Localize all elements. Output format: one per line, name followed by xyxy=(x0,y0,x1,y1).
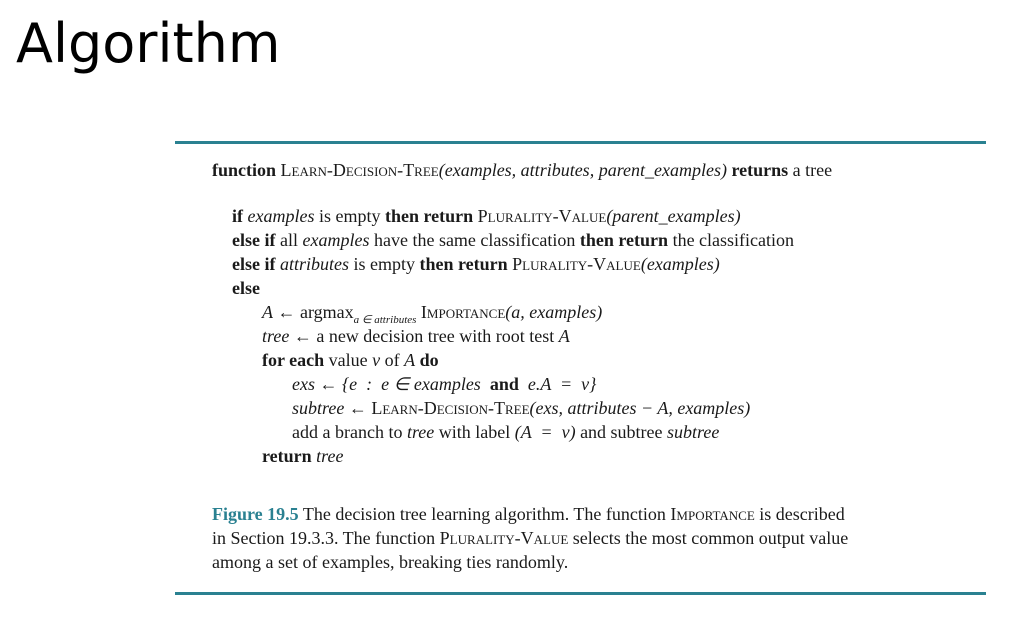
var-A: A xyxy=(404,350,416,370)
keyword-else: else xyxy=(232,278,260,298)
code-line-argmax xyxy=(262,302,602,326)
function-signature xyxy=(212,160,832,181)
caption-text: selects the most common output value xyxy=(568,528,849,548)
text-is-empty: is empty xyxy=(353,254,415,274)
code-line-same-class xyxy=(232,230,794,251)
fn-importance: Importance xyxy=(420,302,506,322)
figure-label: Figure 19.5 xyxy=(212,504,299,524)
var-exs: exs xyxy=(292,374,315,394)
return-type: a tree xyxy=(792,160,833,180)
code-line-for-each xyxy=(262,350,439,371)
caption-fn-importance: Importance xyxy=(670,504,755,524)
fn-args: (examples) xyxy=(640,254,720,274)
figure-caption xyxy=(212,502,962,574)
branch-label: (A = v) xyxy=(514,422,576,442)
code-line-else xyxy=(232,278,260,299)
fn-args: (exs, attributes − A, examples) xyxy=(529,398,751,418)
keyword-else-if: else if xyxy=(232,254,276,274)
var-v: v xyxy=(372,350,381,370)
assign-arrow: ← xyxy=(273,302,300,322)
var-examples: examples xyxy=(247,206,315,226)
var-A: A xyxy=(558,326,570,346)
caption-text: The decision tree learning algorithm. The function xyxy=(298,504,671,524)
keyword-return: return xyxy=(262,446,312,466)
caption-line-2 xyxy=(212,526,962,550)
var-tree: tree xyxy=(406,422,435,442)
fn-plurality-value: Plurality-Value xyxy=(477,206,607,226)
code-line-exs xyxy=(292,374,596,395)
set-builder-end: e.A = v} xyxy=(527,374,597,394)
var-subtree: subtree xyxy=(292,398,345,418)
text-all: all xyxy=(279,230,298,250)
text-add-branch: add a branch to xyxy=(292,422,403,442)
function-params: (examples, attributes, parent_examples) xyxy=(438,160,727,180)
keyword-function: function xyxy=(212,160,277,180)
keyword-if: if xyxy=(232,206,243,226)
code-line-subtree xyxy=(292,398,750,419)
keyword-and: and xyxy=(489,374,519,394)
code-line-attrs-empty xyxy=(232,254,720,275)
op-argmax: argmax xyxy=(300,302,354,322)
var-subtree: subtree xyxy=(667,422,720,442)
code-line-add-branch xyxy=(292,422,719,443)
fn-plurality-value: Plurality-Value xyxy=(512,254,641,274)
text-new-decision-tree: a new decision tree with root test xyxy=(316,326,555,346)
assign-arrow: ← xyxy=(314,374,342,394)
text-the-classification: the classification xyxy=(672,230,795,250)
keyword-do: do xyxy=(419,350,439,370)
caption-text: is described xyxy=(754,504,845,524)
text-with-label: with label xyxy=(438,422,511,442)
fn-args: (a, examples) xyxy=(505,302,603,322)
keyword-for-each: for each xyxy=(262,350,325,370)
caption-text: in Section 19.3.3. The function xyxy=(212,528,440,548)
keyword-then-return: then return xyxy=(384,206,474,226)
caption-fn-plurality-value: Plurality-Value xyxy=(439,528,569,548)
code-line-return xyxy=(262,446,344,467)
fn-learn-decision-tree: Learn-Decision-Tree xyxy=(371,398,530,418)
var-examples: examples xyxy=(302,230,370,250)
text-same-classification: have the same classification xyxy=(373,230,576,250)
argmax-subscript: a ∈ attributes xyxy=(353,314,417,326)
function-name: Learn-Decision-Tree xyxy=(280,160,439,180)
keyword-then-return: then return xyxy=(579,230,669,250)
top-rule xyxy=(175,141,986,144)
text-is-empty: is empty xyxy=(318,206,381,226)
fn-args: (parent_examples) xyxy=(606,206,741,226)
keyword-returns: returns xyxy=(731,160,789,180)
set-builder-start: {e : e ∈ examples xyxy=(341,374,481,394)
slide-title: Algorithm xyxy=(16,12,281,75)
assign-arrow: ← xyxy=(289,326,317,346)
var-attributes: attributes xyxy=(279,254,349,274)
text-and-subtree: and subtree xyxy=(580,422,663,442)
code-line-if-empty xyxy=(232,206,741,227)
caption-line-1 xyxy=(212,502,962,526)
var-tree: tree xyxy=(262,326,290,346)
text-value: value xyxy=(328,350,368,370)
keyword-then-return: then return xyxy=(419,254,508,274)
code-line-new-tree xyxy=(262,326,570,347)
text-of: of xyxy=(384,350,400,370)
var-tree: tree xyxy=(316,446,344,466)
assign-arrow: ← xyxy=(344,398,372,418)
bottom-rule xyxy=(175,592,986,595)
keyword-else-if: else if xyxy=(232,230,276,250)
caption-line-3: among a set of examples, breaking ties randomly. xyxy=(212,552,569,572)
var-A: A xyxy=(262,302,273,322)
